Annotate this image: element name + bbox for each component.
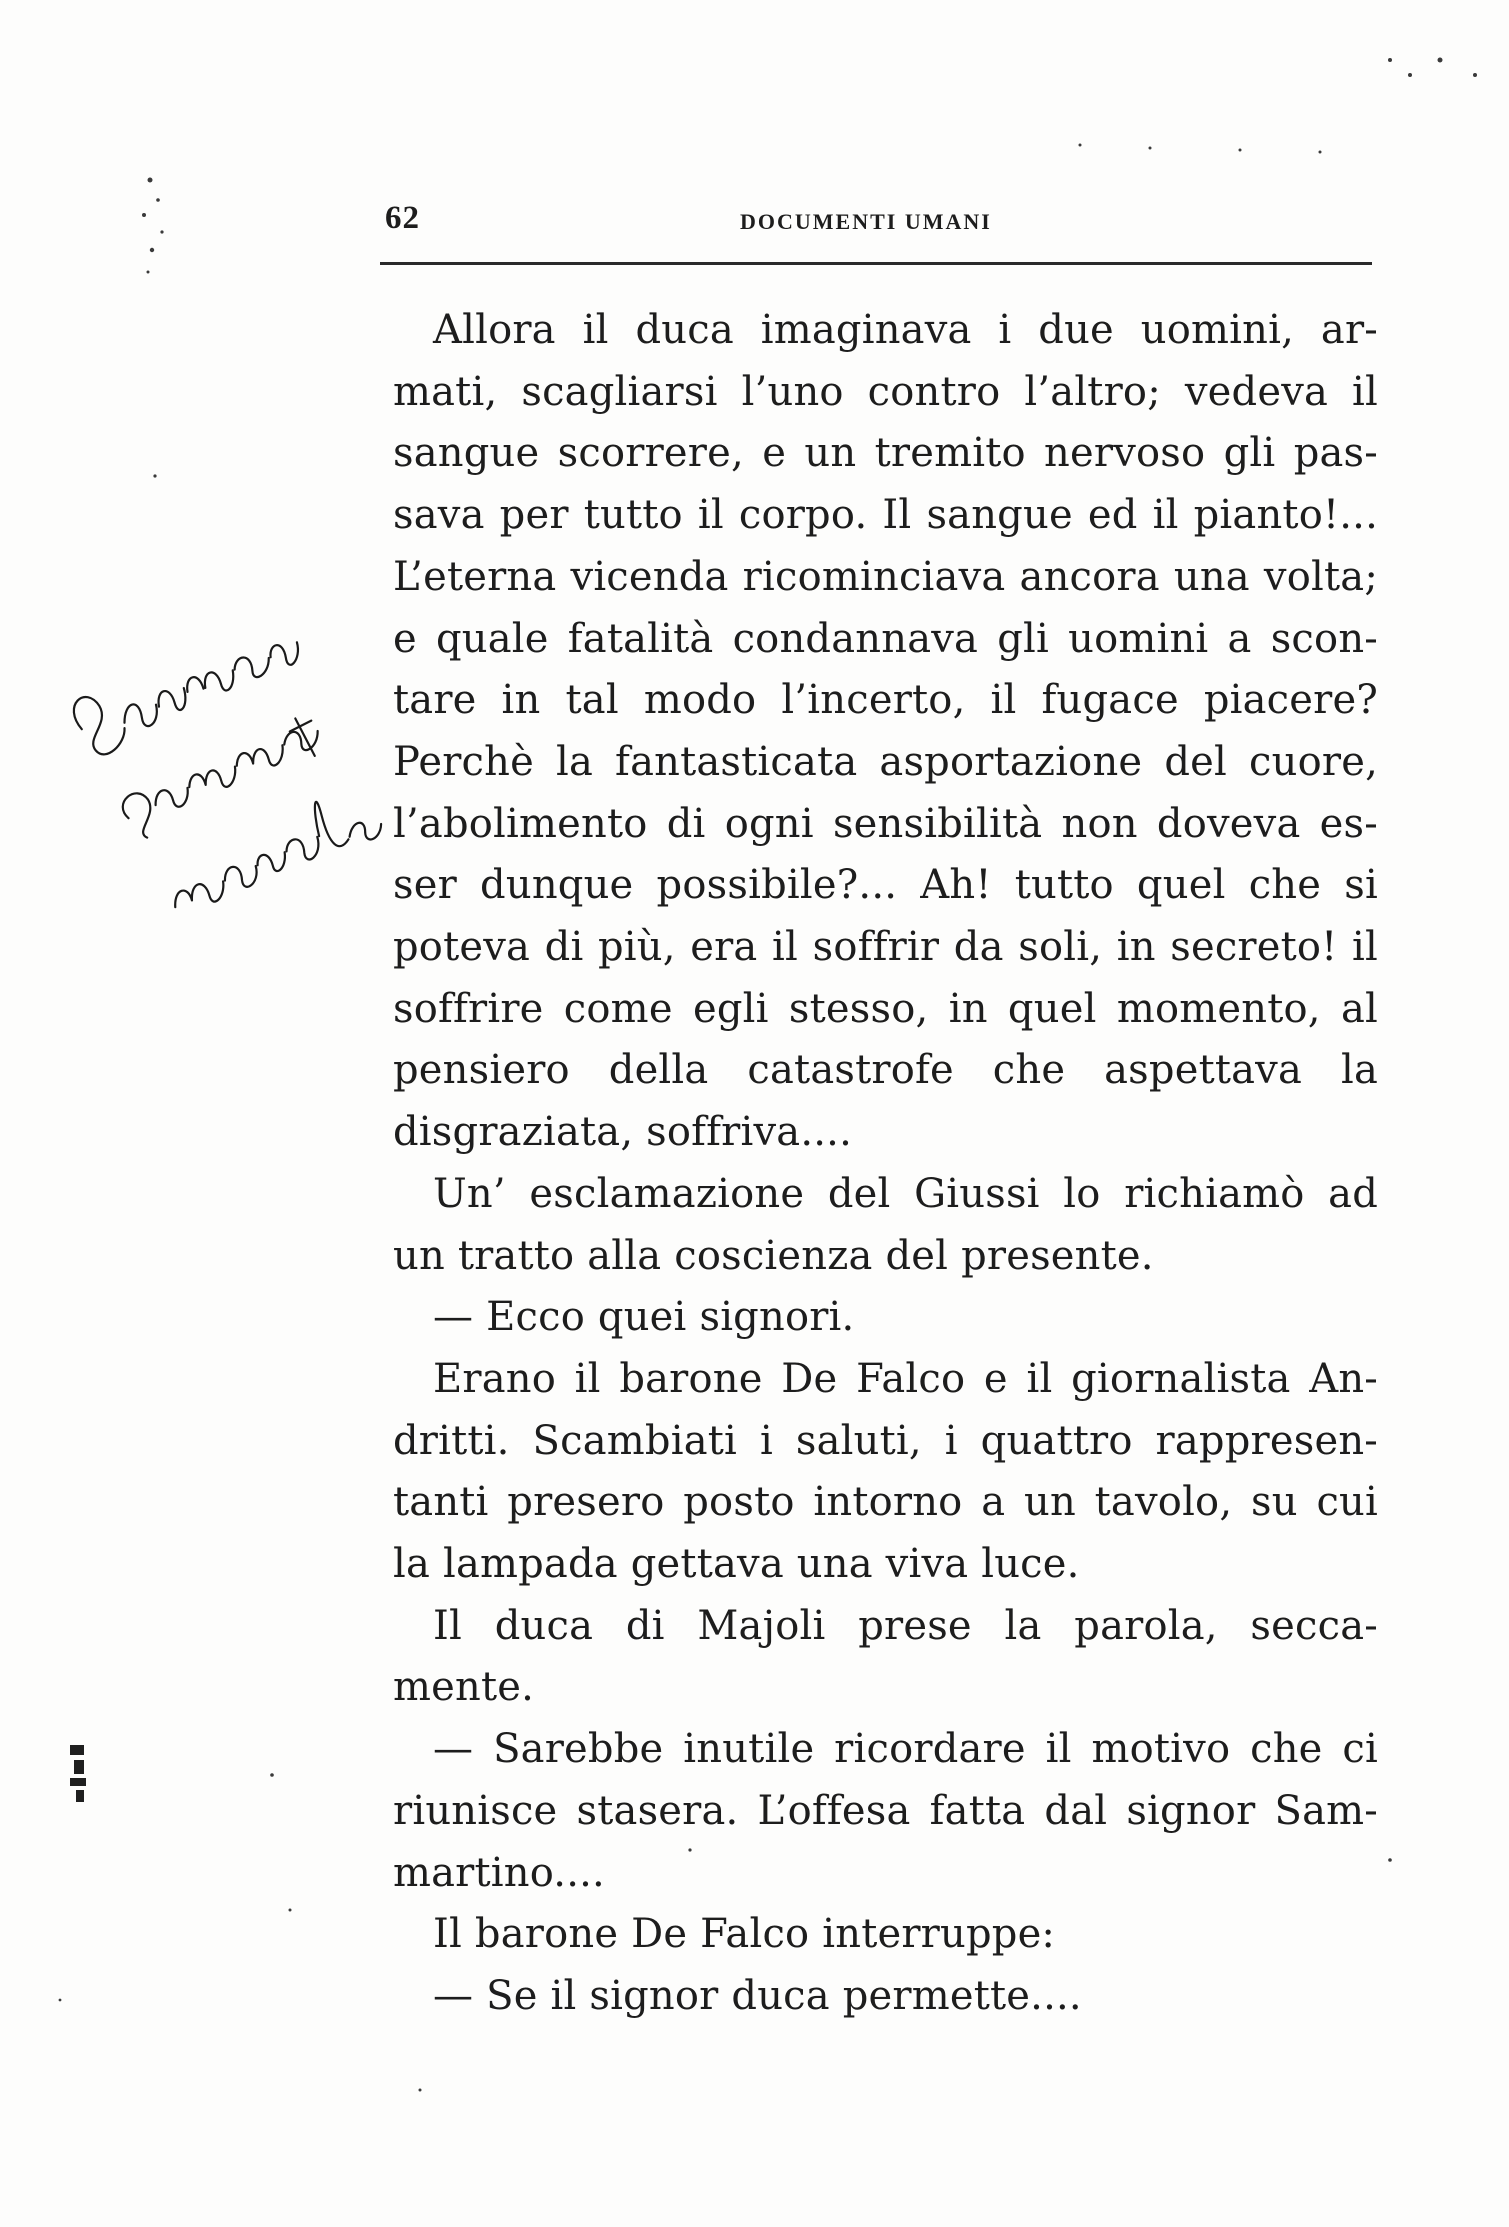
header-rule — [380, 262, 1372, 265]
handwritten-annotation — [37, 574, 413, 1005]
paragraph: Il duca di Majoli prese la parola, secca-mente. — [393, 1602, 1378, 1711]
body-text — [393, 300, 1378, 2028]
paragraph: — Ecco quei signori. — [433, 1294, 855, 1341]
paragraph: — Se il signor duca permette.... — [433, 1972, 1082, 2019]
running-head — [385, 200, 1370, 240]
paragraph: — Sarebbe inutile ricordare il motivo che ci riunisce stasera. L’offesa fatta dal signor Sam-martino.... — [393, 1726, 1378, 1896]
paragraph: Un’ esclamazione del Giussi lo richiamò ad un tratto alla coscienza del presente. — [393, 1170, 1378, 1279]
handwriting-scribble — [37, 574, 413, 1005]
paragraph: Allora il duca imaginava i due uomini, ar-mati, scagliarsi l’uno contro l’altro; vedeva il sangue scorrere, e un tremito nervoso gli pas-sava per tutto il corpo. Il sangue ed il pianto!... L’eterna vicenda ricominciava ancora una volta; e quale fatalità condannava gli uomini a scon-tare in tal modo l’incerto, il fugace piacere? Perchè la fantasticata asportazione del cuore, l’abolimento di ogni sensibilità non doveva es-ser dunque possibile?... Ah! tutto quel che si poteva di più, era il soffrir da soli, in secreto! il soffrire come egli stesso, in quel momento, al pensiero della catastrofe che aspettava la disgraziata, soffriva.... — [393, 307, 1378, 1156]
running-title: DOCUMENTI UMANI — [740, 209, 992, 234]
paragraph: Il barone De Falco interruppe: — [433, 1911, 1056, 1958]
page-number: 62 — [385, 200, 420, 236]
paragraph: Erano il barone De Falco e il giornalista An-dritti. Scambiati i saluti, i quattro rappresen-tanti presero posto intorno a un tavolo, su cui la lampada gettava una viva luce. — [393, 1355, 1378, 1588]
